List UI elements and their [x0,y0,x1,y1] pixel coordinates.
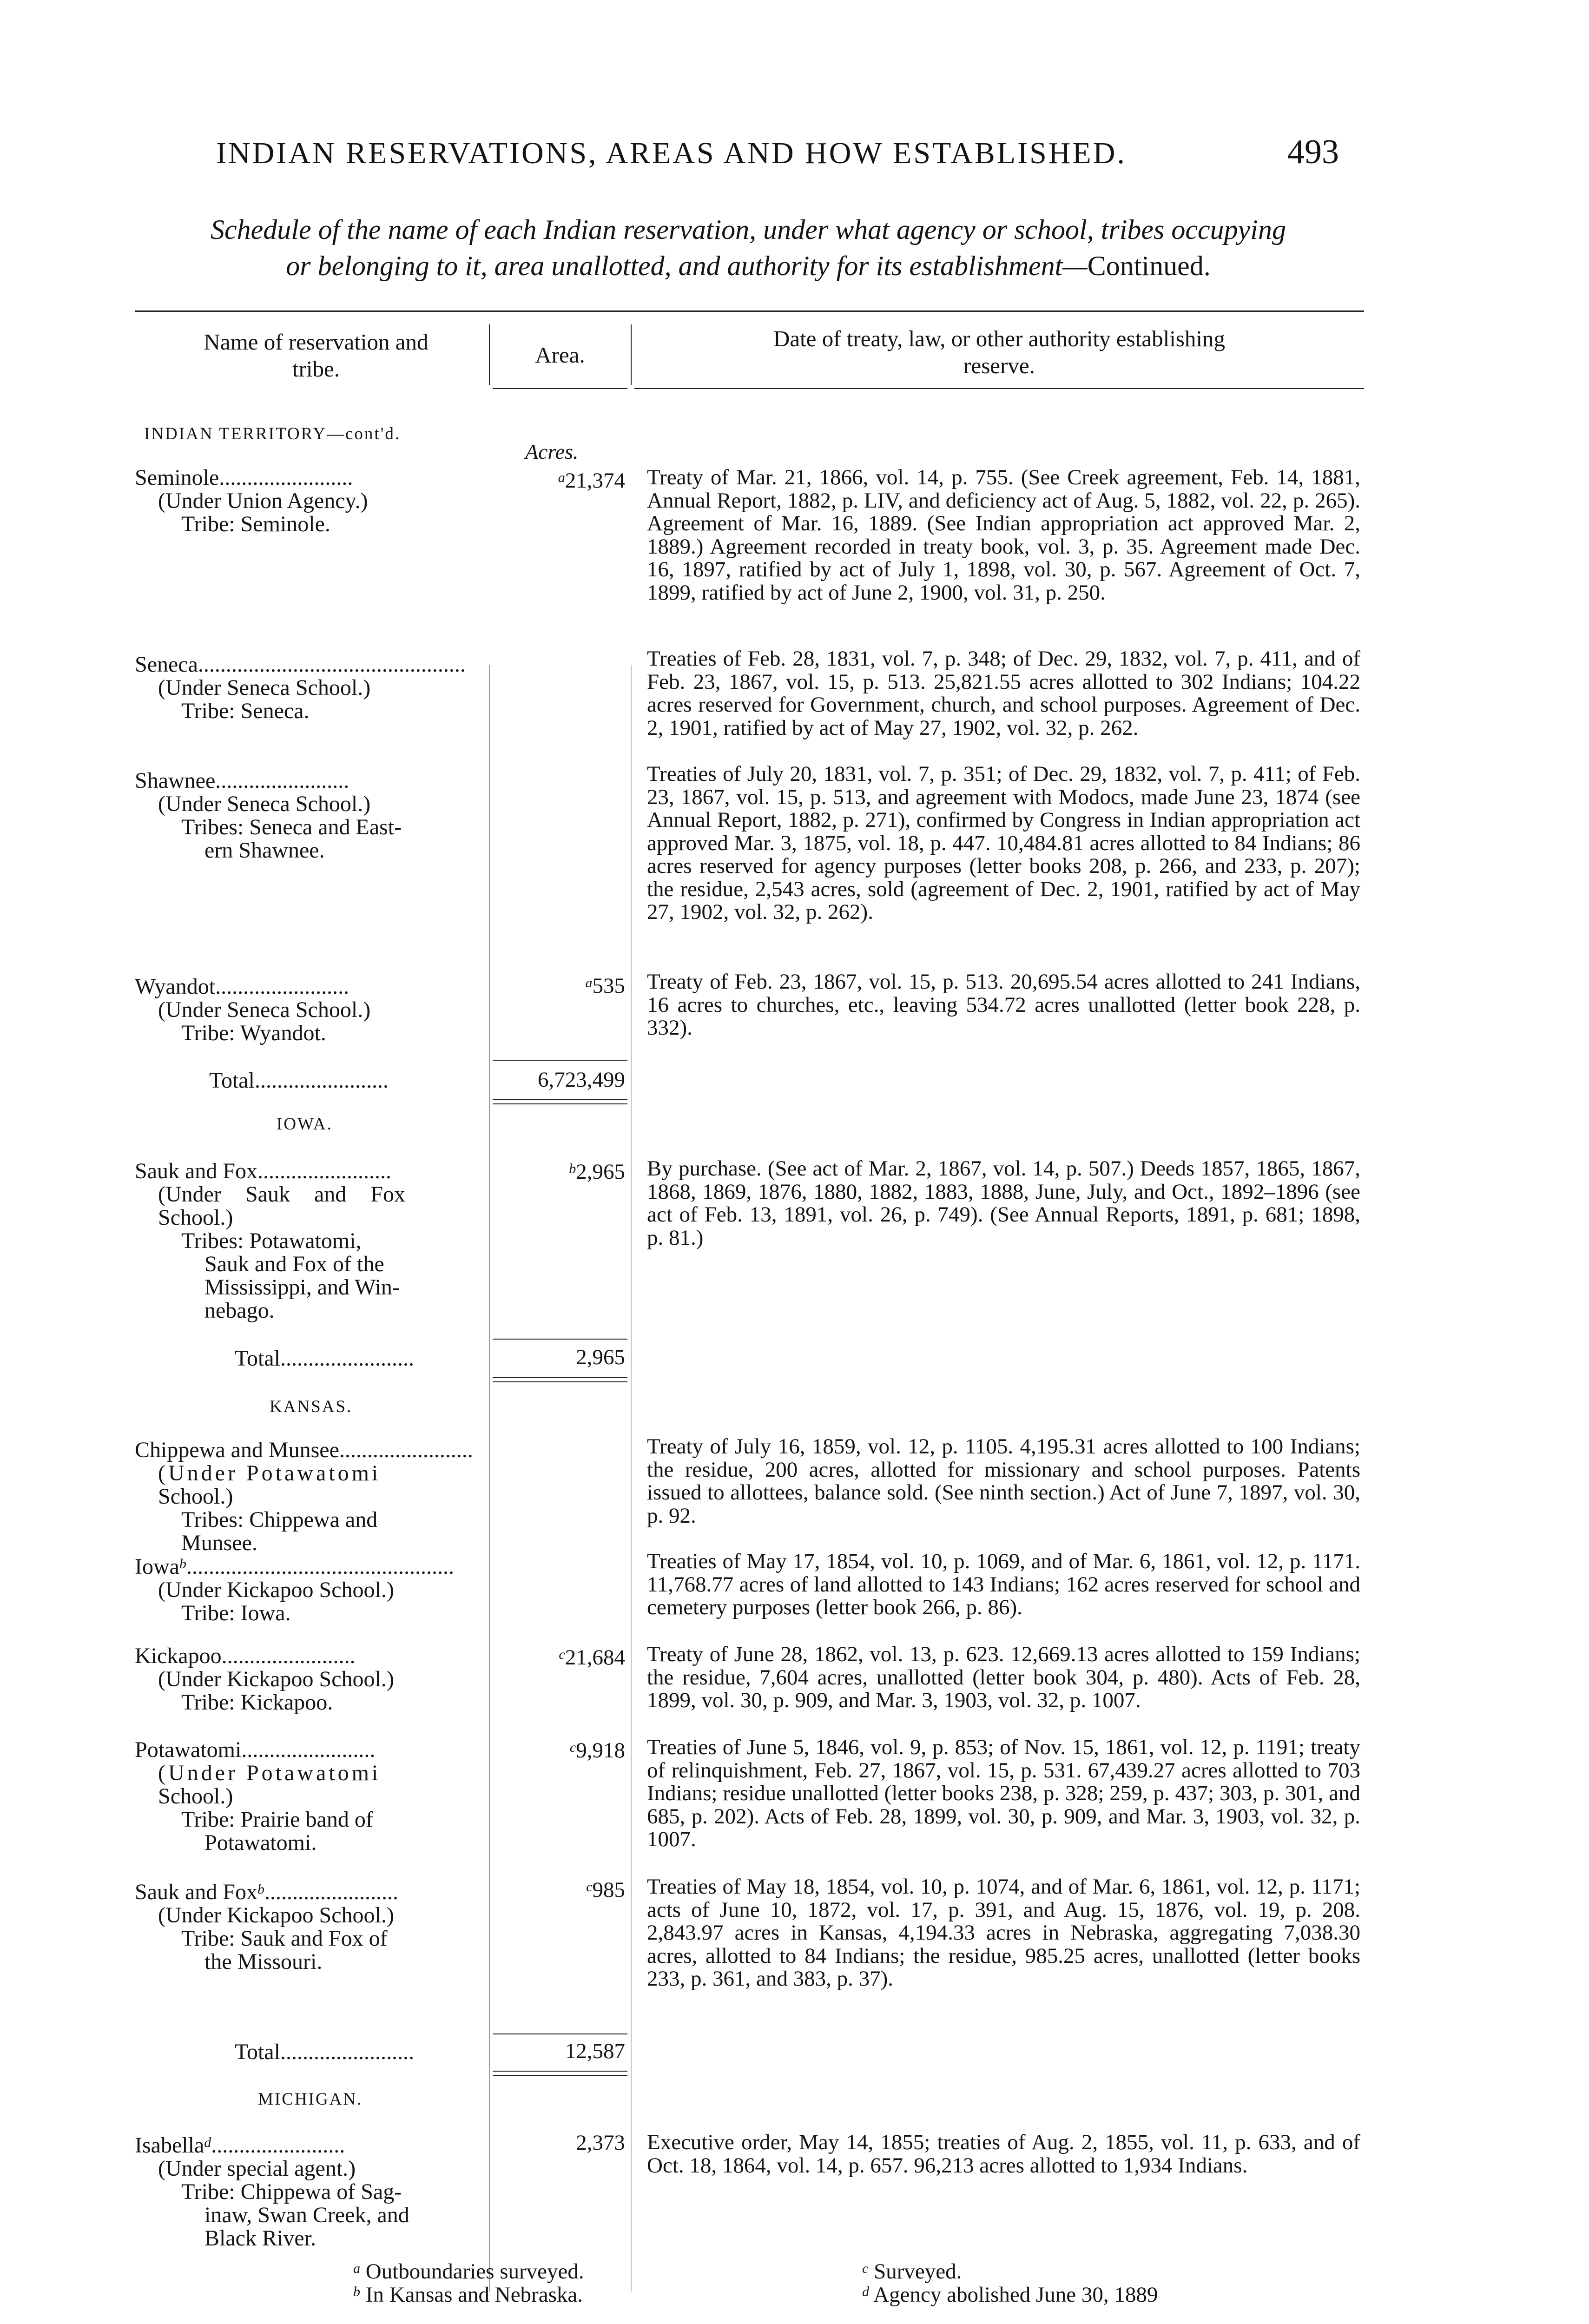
total-iowa: Total........................ [235,1346,414,1371]
caption-line-1: Schedule of the name of each Indian reservation, under what agency or school, tribes occupying [211,214,1286,245]
agency: (Under special agent.) [158,2156,356,2181]
agency: (Under Seneca School.) [158,675,371,700]
total-double-rule [493,1099,627,1100]
tribe: Tribe: Seneca. [181,699,310,723]
area-kickapoo: $^c$21,684 [559,1645,625,1670]
tribe: Tribe: Iowa. [181,1601,291,1625]
reservation-name: Isabella [135,2133,204,2158]
column-header-area: Area. [535,342,585,368]
column-divider-area-auth [631,324,632,385]
authority-shawnee: Treaties of July 20, 1831, vol. 7, p. 351; of Dec. 29, 1832, vol. 7, p. 411; of Feb. 23, 1867, vol. 15, p. 513, and agreement with Modocs, made June 23, 1874 (see Annual Report, 1882, p. 271), confirmed by Congress in Indian appropriation act approved Mar. 3, 1875, vol. 18, p. 447. 10,484.81 acres allotted to 84 Indians; 86 acres reserved for agency purposes (letter books 208, p. 266, and 233, p. 207); the residue, 2,543 acres, sold (agreement of Dec. 2, 1901, ratified by act of May 27, 1902, vol. 32, p. 262). [647,762,1360,924]
reservation-sauk-fox-kansas: Sauk and Fox$^b$........................ (Under Kickapoo School.) Tribe: Sauk and Fox of the Missouri. [135,1878,488,1974]
reservation-iowa: Iowa$^b$................................................ (Under Kickapoo School.) Tribe: Iowa. [135,1552,488,1625]
total-indian-territory: Total........................ [209,1068,389,1093]
header-bottom-rule-area [493,388,627,389]
area-total-kansas: 12,587 [565,2039,625,2063]
table-top-rule [135,310,1364,312]
agency: (Under Potawatomi School.) [158,1761,381,1809]
agency: (Under Union Agency.) [158,489,368,513]
area-sauk-fox-iowa: $^b$2,965 [569,1160,625,1184]
total-kansas: Total........................ [235,2040,414,2064]
area-sauk-fox-kansas: $^c$985 [586,1878,625,1902]
authority-chippewa-munsee: Treaty of July 16, 1859, vol. 12, p. 1105. 4,195.31 acres allotted to 100 Indians; the residue, 200 acres, allotted for missionary and school purposes. Patents issued to allottees, balance sold. (See ninth section.) Act of June 7, 1897, vol. 30, p. 92. [647,1434,1360,1528]
area-potawatomi: $^c$9,918 [569,1738,625,1763]
total-rule-top-iowa [493,1339,627,1340]
agency: (Under Seneca School.) [158,792,371,816]
footnote-d: $^d$ Agency abolished June 30, 1889 [862,2283,1158,2307]
column-header-authority: Date of treaty, law, or other authority establishing reserve. [773,326,1225,378]
area-seminole: $^a$21,374 [558,469,625,493]
agency: (Under Kickapoo School.) [158,1667,394,1691]
caption-line-2: or belonging to it, area unallotted, and authority for its establishment— [286,251,1088,281]
authority-sauk-fox-kansas: Treaties of May 18, 1854, vol. 10, p. 1074, and of Mar. 6, 1861, vol. 12, p. 1171; acts of June 10, 1872, vol. 17, p. 391, and Aug. 15, 1876, vol. 19, p. 208. 2,843.97 acres in Kansas, 4,194.33 acres in Nebraska, aggregating 7,038.30 acres, allotted to 84 Indians; the residue, 985.25 acres, unallotted (letter books 233, p. 361, and 383, p. 37). [647,1875,1360,1991]
caption-continued: Continued. [1087,251,1211,281]
total-double-rule-iowa-2 [493,1381,627,1382]
total-rule-top [493,1060,627,1061]
total-double-rule-2 [493,1103,627,1104]
section-heading-michigan: MICHIGAN. [258,2090,363,2109]
authority-sauk-fox-iowa: By purchase. (See act of Mar. 2, 1867, vol. 14, p. 507.) Deeds 1857, 1865, 1867, 1868, 1869, 1876, 1880, 1882, 1883, 1888, June, July, and Oct., 1892–1896 (see act of Feb. 13, 1891, vol. 26, p. 749). (See Annual Reports, 1891, p. 681; 1898, p. 81.) [647,1156,1360,1250]
page-number: 493 [1287,133,1339,171]
total-double-rule-kansas [493,2071,627,2072]
auth-column-rule [631,665,632,2291]
tribe: Tribe: Sauk and Fox of the Missouri. [181,1926,388,1974]
section-heading-iowa: IOWA. [277,1115,333,1134]
authority-seminole: Treaty of Mar. 21, 1866, vol. 14, p. 755. (See Creek agreement, Feb. 14, 1881, Annual Report, 1882, p. LIV, and deficiency act of Aug. 5, 1882, vol. 22, p. 265). Agreement of Mar. 16, 1889. (See Indian appropriation act approved Mar. 2, 1889.) Agreement recorded in treaty book, vol. 3, p. 35. Agreement made Dec. 16, 1897, ratified by act of July 1, 1898, vol. 30, p. 567. Agreement of Oct. 7, 1899, ratified by act of June 2, 1900, vol. 31, p. 250. [647,465,1360,605]
authority-iowa: Treaties of May 17, 1854, vol. 10, p. 1069, and of Mar. 6, 1861, vol. 12, p. 1171. 11,768.77 acres of land allotted to 143 Indians; 162 acres reserved for school and cemetery purposes (letter book 266, p. 86). [647,1549,1360,1619]
tribe: Tribes: Chippewa and Munsee. [181,1507,378,1555]
reservation-kickapoo: Kickapoo........................ (Under Kickapoo School.) Tribe: Kickapoo. [135,1644,488,1714]
reservation-name: Wyandot [135,974,216,999]
area-wyandot: $^a$535 [585,974,625,998]
tribe: Tribe: Prairie band of Potawatomi. [181,1807,373,1855]
total-double-rule-kansas-2 [493,2075,627,2076]
agency: (Under Seneca School.) [158,997,371,1022]
area-total-iowa: 2,965 [576,1345,625,1369]
reservation-name: Seminole [135,465,219,490]
area-units: Acres. [525,440,579,463]
reservation-name: Seneca [135,652,198,677]
area-column-rule [489,665,490,2291]
footnote-b: $^b$ In Kansas and Nebraska. [353,2283,583,2307]
agency: (Under Kickapoo School.) [158,1903,394,1928]
column-divider-name-area [489,324,490,385]
reservation-name: Chippewa and Munsee [135,1438,339,1462]
tribe: Tribes: Potawatomi, Sauk and Fox of the Mississippi, and Win- nebago. [181,1228,400,1323]
authority-isabella: Executive order, May 14, 1855; treaties of Aug. 2, 1855, vol. 11, p. 633, and of Oct. 18, 1864, vol. 14, p. 657. 96,213 acres allotted to 1,934 Indians. [647,2130,1360,2178]
authority-wyandot: Treaty of Feb. 23, 1867, vol. 15, p. 513. 20,695.54 acres allotted to 241 Indians, 16 acres to churches, etc., leaving 534.72 acres unallotted (letter book 228, p. 332). [647,970,1360,1040]
reservation-potawatomi: Potawatomi........................ (Under Potawatomi School.) Tribe: Prairie band of Potawatomi. [135,1738,488,1855]
agency: (Under Sauk and Fox School.) [158,1182,405,1230]
reservation-name: Sauk and Fox [135,1159,257,1183]
tribe: Tribe: Wyandot. [181,1021,326,1045]
footnote-c: $^c$ Surveyed. [862,2259,962,2284]
total-double-rule-iowa [493,1377,627,1378]
running-head: INDIAN RESERVATIONS, AREAS AND HOW ESTABLISHED. [216,136,1127,170]
agency: (Under Kickapoo School.) [158,1578,394,1602]
reservation-isabella: Isabella$^d$........................ (Under special agent.) Tribe: Chippewa of Sag- inaw, Swan Creek, and Black River. [135,2131,488,2250]
reservation-seneca: Seneca................................................ (Under Seneca School.) Tribe: Seneca. [135,653,488,723]
tribe: Tribes: Seneca and East- ern Shawnee. [181,815,402,863]
agency: (Under Potawatomi School.) [158,1461,381,1509]
reservation-name: Shawnee [135,768,216,793]
reservation-seminole: Seminole........................ (Under Union Agency.) Tribe: Seminole. [135,466,488,536]
reservation-name: Potawatomi [135,1737,242,1762]
footnote-a: $^a$ Outboundaries surveyed. [353,2259,584,2284]
reservation-name: Kickapoo [135,1644,222,1668]
reservation-chippewa-munsee: Chippewa and Munsee........................ (Under Potawatomi School.) Tribes: Chippewa and Munsee. [135,1439,488,1555]
table-caption [125,211,1371,284]
authority-seneca: Treaties of Feb. 28, 1831, vol. 7, p. 348; of Dec. 29, 1832, vol. 7, p. 411, and of Feb. 23, 1867, vol. 15, p. 513. 25,821.55 acres allotted to 302 Indians; 104.22 acres reserved for Government, church, and school purposes. Agreement of Dec. 2, 1901, ratified by act of May 27, 1902, vol. 32, p. 262. [647,647,1360,740]
reservation-sauk-fox-iowa: Sauk and Fox........................ (Under Sauk and Fox School.) Tribes: Potawatomi, Sauk and Fox of the Mississippi, and Win- nebago. [135,1160,488,1322]
section-heading-kansas: KANSAS. [270,1397,353,1416]
tribe: Tribe: Kickapoo. [181,1690,333,1715]
area-isabella: 2,373 [576,2131,625,2155]
area-total-indian-territory: 6,723,499 [538,1068,625,1092]
column-header-name: Name of reservation and tribe. [204,329,429,382]
reservation-name: Sauk and Fox [135,1880,257,1904]
authority-potawatomi: Treaties of June 5, 1846, vol. 9, p. 853; of Nov. 15, 1861, vol. 12, p. 1191; treaty of relinquishment, Feb. 27, 1867, vol. 15, p. 531. 67,439.27 acres allotted to 703 Indians; residue unallotted (letter books 238, p. 328; 259, p. 437; 303, p. 301, and 685, p. 202). Acts of Feb. 28, 1899, vol. 30, p. 909, and Mar. 3, 1903, vol. 32, p. 1007. [647,1735,1360,1851]
authority-kickapoo: Treaty of June 28, 1862, vol. 13, p. 623. 12,669.13 acres allotted to 159 Indians; the residue, 7,604 acres, unallotted (letter book 304, p. 480). Acts of Feb. 28, 1899, vol. 30, p. 909, and Mar. 3, 1903, vol. 32, p. 1007. [647,1642,1360,1712]
reservation-name: Iowa [135,1554,179,1579]
section-heading-indian-territory: INDIAN TERRITORY—cont'd. [144,424,401,443]
tribe: Tribe: Chippewa of Sag- inaw, Swan Creek, and Black River. [181,2179,409,2251]
reservation-wyandot: Wyandot........................ (Under Seneca School.) Tribe: Wyandot. [135,975,488,1045]
tribe: Tribe: Seminole. [181,512,330,536]
reservation-shawnee: Shawnee........................ (Under Seneca School.) Tribes: Seneca and East- ern Shawnee. [135,769,488,862]
header-bottom-rule-auth [634,388,1364,389]
